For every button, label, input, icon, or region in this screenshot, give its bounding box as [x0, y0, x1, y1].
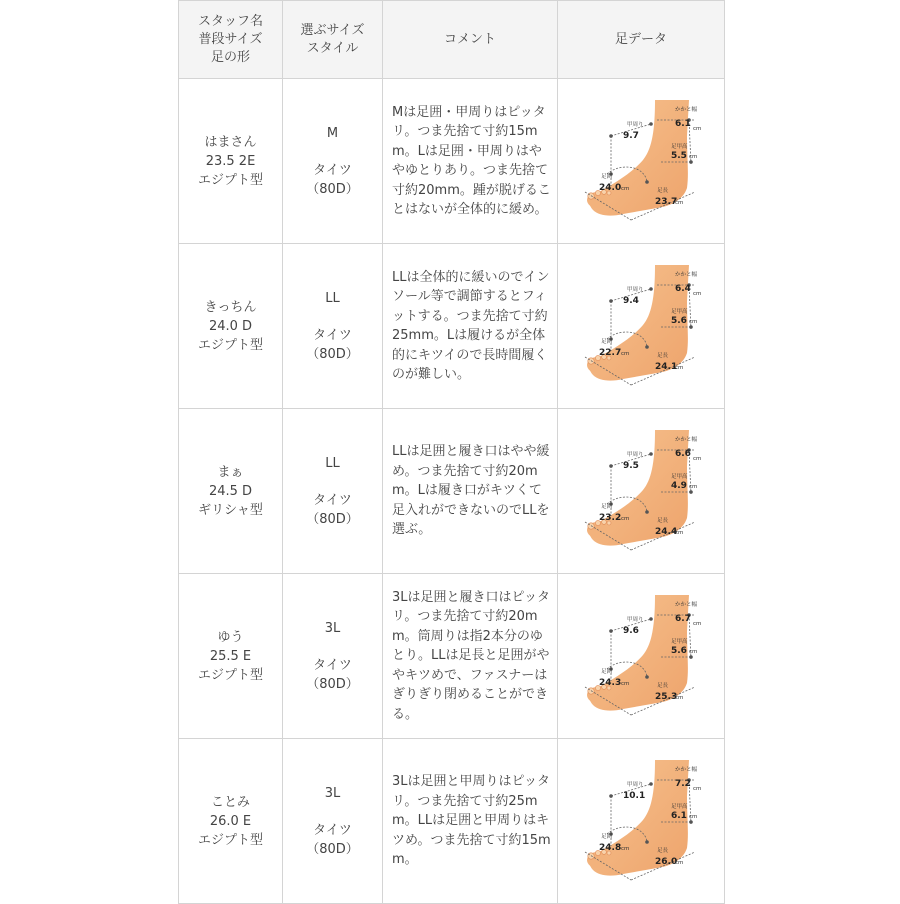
instep-value: 4.9 [671, 481, 687, 491]
girth-value: 24.3 [599, 678, 622, 688]
foot-shape: エジプト型 [197, 667, 263, 683]
denier-label: （80D） [306, 511, 359, 527]
instep-label: 足甲高 [671, 309, 688, 315]
unit-girth: cm [621, 516, 630, 522]
staff-cell [179, 574, 283, 739]
heel-value: 7.2 [675, 779, 691, 789]
size-comparison-table [178, 0, 725, 904]
unit-girth: cm [621, 186, 630, 192]
staff-name: ことみ [210, 794, 250, 810]
header-staff-name: スタッフ名 [197, 13, 263, 29]
arch-value: 9.5 [623, 461, 639, 471]
heel-value: 6.7 [675, 614, 691, 624]
girth-label: 足囲 [601, 339, 613, 345]
instep-label: 足甲高 [671, 474, 688, 480]
chosen-size: M [326, 125, 339, 141]
denier-label: （80D） [306, 676, 359, 692]
foot-data-cell [558, 79, 725, 244]
foot-data-cell [558, 574, 725, 739]
foot-data-cell [558, 244, 725, 409]
arch-label: 甲周り [627, 617, 644, 623]
comment-cell [383, 244, 558, 409]
heel-value: 6.6 [675, 449, 691, 459]
comment-cell [383, 79, 558, 244]
staff-name: はまさん [204, 134, 257, 150]
foot-diagram [571, 96, 711, 226]
arch-label: 甲周り [627, 287, 644, 293]
instep-label: 足甲高 [671, 639, 688, 645]
length-value: 26.0 [655, 857, 678, 867]
length-label: 足長 [657, 353, 669, 359]
denier-label: （80D） [306, 841, 359, 857]
denier-label: （80D） [306, 181, 359, 197]
table-row [179, 409, 725, 574]
arch-value: 9.7 [623, 131, 639, 141]
heel-label: かかと幅 [675, 272, 698, 278]
usual-size: 24.5 D [208, 483, 253, 499]
size-cell [283, 244, 383, 409]
instep-label: 足甲高 [671, 144, 688, 150]
unit-length: cm [675, 530, 684, 536]
heel-value: 6.1 [675, 119, 691, 129]
staff-cell [179, 409, 283, 574]
chosen-size: LL [325, 290, 340, 306]
unit-length: cm [675, 200, 684, 206]
header-size [283, 1, 383, 79]
header-chosen-size: 選ぶサイズ [300, 22, 365, 38]
instep-value: 6.1 [671, 811, 687, 821]
staff-name: ゆう [217, 629, 244, 645]
unit-girth: cm [621, 846, 630, 852]
foot-diagram [571, 591, 711, 721]
usual-size: 24.0 D [208, 318, 253, 334]
usual-size: 25.5 E [209, 648, 252, 664]
unit-length: cm [675, 365, 684, 371]
comment-text: 3Lは足囲と甲周りはピッタリ。つま先捨て寸約25mm。LLは足囲と甲周りはキツめ。つま先捨て寸約15mm。 [392, 774, 551, 868]
unit-girth: cm [621, 681, 630, 687]
girth-label: 足囲 [601, 504, 613, 510]
unit-instep: cm [689, 484, 698, 490]
instep-value: 5.6 [671, 316, 687, 326]
arch-label: 甲周り [627, 122, 644, 128]
header-foot-shape: 足の形 [210, 49, 250, 65]
arch-label: 甲周り [627, 782, 644, 788]
girth-label: 足囲 [601, 669, 613, 675]
unit-instep: cm [689, 154, 698, 160]
foot-data-cell [558, 409, 725, 574]
header-row [179, 1, 725, 79]
style-label: タイツ [313, 327, 352, 343]
foot-diagram [571, 756, 711, 886]
heel-label: かかと幅 [675, 437, 698, 443]
length-value: 25.3 [655, 692, 678, 702]
foot-data-cell [558, 739, 725, 904]
unit-instep: cm [689, 319, 698, 325]
length-label: 足長 [657, 518, 669, 524]
style-label: タイツ [313, 492, 352, 508]
chosen-size: 3L [324, 620, 341, 636]
style-label: タイツ [313, 657, 352, 673]
size-cell [283, 409, 383, 574]
foot-shape: ギリシャ型 [198, 502, 263, 518]
usual-size: 26.0 E [209, 813, 252, 829]
staff-cell [179, 739, 283, 904]
staff-name: まぁ [217, 464, 244, 480]
heel-label: かかと幅 [675, 602, 698, 608]
unit-girth: cm [621, 351, 630, 357]
girth-value: 23.2 [599, 513, 622, 523]
foot-diagram [571, 261, 711, 391]
comment-text: LLは全体的に緩いのでインソール等で調節するとフィットする。つま先捨て寸約25mm。Lは履けるが全体的にキツイので長時間履くのが難しい。 [392, 269, 550, 382]
unit-instep: cm [689, 649, 698, 655]
unit-heel: cm [693, 621, 702, 627]
denier-label: （80D） [306, 346, 359, 362]
girth-value: 24.8 [599, 843, 622, 853]
header-style: スタイル [306, 40, 359, 56]
instep-value: 5.6 [671, 646, 687, 656]
foot-shape: エジプト型 [197, 172, 263, 188]
chosen-size: LL [325, 455, 340, 471]
table-row [179, 79, 725, 244]
header-usual-size: 普段サイズ [198, 31, 263, 47]
size-cell [283, 739, 383, 904]
unit-heel: cm [693, 456, 702, 462]
heel-value: 6.4 [675, 284, 691, 294]
length-label: 足長 [657, 848, 669, 854]
size-cell [283, 574, 383, 739]
chosen-size: 3L [324, 785, 341, 801]
size-cell [283, 79, 383, 244]
table-row [179, 739, 725, 904]
comment-cell [383, 409, 558, 574]
girth-label: 足囲 [601, 174, 613, 180]
length-value: 23.7 [655, 197, 678, 207]
header-comment: コメント [383, 1, 558, 79]
staff-cell [179, 244, 283, 409]
comment-text: Mは足囲・甲周りはピッタリ。つま先捨て寸約15mm。Lは足囲・甲周りはややゆとりあり。つま先捨て寸約20mm。踵が脱げることはないが全体的に緩め。 [392, 104, 551, 217]
instep-value: 5.5 [671, 151, 687, 161]
arch-value: 10.1 [623, 791, 646, 801]
arch-value: 9.4 [623, 296, 639, 306]
foot-shape: エジプト型 [197, 337, 263, 353]
length-label: 足長 [657, 188, 669, 194]
foot-shape: エジプト型 [197, 832, 263, 848]
unit-length: cm [675, 860, 684, 866]
style-label: タイツ [313, 822, 352, 838]
header-staff [179, 1, 283, 79]
comment-text: 3Lは足囲と履き口はピッタリ。つま先捨て寸約20mm。筒周りは指2本分のゆとり。LLは足長と足囲がややキツめで、ファスナーはぎりぎり閉めることができる。 [392, 589, 550, 722]
comment-cell [383, 739, 558, 904]
girth-value: 22.7 [599, 348, 622, 358]
unit-length: cm [675, 695, 684, 701]
unit-heel: cm [693, 126, 702, 132]
arch-value: 9.6 [623, 626, 639, 636]
heel-label: かかと幅 [675, 767, 698, 773]
table-row [179, 574, 725, 739]
length-value: 24.4 [655, 527, 678, 537]
girth-value: 24.0 [599, 183, 622, 193]
unit-instep: cm [689, 814, 698, 820]
arch-label: 甲周り [627, 452, 644, 458]
comment-cell [383, 574, 558, 739]
staff-name: きっちん [204, 299, 257, 315]
instep-label: 足甲高 [671, 804, 688, 810]
girth-label: 足囲 [601, 834, 613, 840]
length-value: 24.1 [655, 362, 678, 372]
usual-size: 23.5 2E [205, 153, 256, 169]
style-label: タイツ [313, 162, 352, 178]
header-foot-data: 足データ [558, 1, 725, 79]
heel-label: かかと幅 [675, 107, 698, 113]
unit-heel: cm [693, 291, 702, 297]
comment-text: LLは足囲と履き口はやや緩め。つま先捨て寸約20mm。Lは履き口がキツくて足入れができないのでLLを選ぶ。 [392, 444, 550, 538]
staff-cell [179, 79, 283, 244]
length-label: 足長 [657, 683, 669, 689]
table-row [179, 244, 725, 409]
foot-diagram [571, 426, 711, 556]
unit-heel: cm [693, 786, 702, 792]
